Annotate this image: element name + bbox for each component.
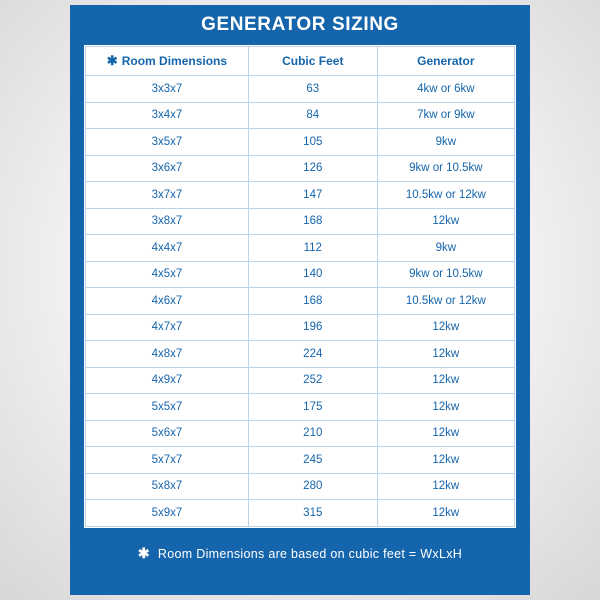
cell-room-dimensions: 3x8x7: [86, 208, 249, 235]
cell-room-dimensions: 4x7x7: [86, 314, 249, 341]
column-header-room-dimensions: [86, 47, 249, 76]
cell-room-dimensions: 4x6x7: [86, 288, 249, 315]
cell-generator: 12kw: [377, 208, 514, 235]
cell-generator: 7kw or 9kw: [377, 102, 514, 129]
footnote-text: Room Dimensions are based on cubic feet = WxLxH: [157, 546, 463, 561]
table-header: [86, 47, 515, 76]
table-row: [86, 447, 515, 474]
cell-room-dimensions: 4x8x7: [86, 341, 249, 368]
cell-generator: 9kw or 10.5kw: [377, 261, 514, 288]
column-header-cubic-feet: Cubic Feet: [248, 47, 377, 76]
cell-generator: 12kw: [377, 341, 514, 368]
generator-sizing-table: [85, 46, 515, 527]
footnote: [70, 528, 530, 580]
cell-generator: 10.5kw or 12kw: [377, 182, 514, 209]
table-row: [86, 314, 515, 341]
table-row: [86, 341, 515, 368]
table-row: [86, 473, 515, 500]
table-row: [86, 76, 515, 103]
table-row: [86, 261, 515, 288]
cell-generator: 9kw: [377, 235, 514, 262]
cell-generator: 12kw: [377, 420, 514, 447]
table-header-row: [86, 47, 515, 76]
cell-cubic-feet: 196: [248, 314, 377, 341]
cell-cubic-feet: 224: [248, 341, 377, 368]
cell-generator: 12kw: [377, 500, 514, 527]
table-row: [86, 394, 515, 421]
cell-cubic-feet: 315: [248, 500, 377, 527]
cell-generator: 12kw: [377, 447, 514, 474]
table-row: [86, 102, 515, 129]
cell-cubic-feet: 105: [248, 129, 377, 156]
generator-sizing-card: [70, 5, 530, 595]
cell-generator: 12kw: [377, 367, 514, 394]
table-row: [86, 288, 515, 315]
table-row: [86, 420, 515, 447]
cell-cubic-feet: 84: [248, 102, 377, 129]
sizing-table-container: [84, 45, 516, 528]
table-row: [86, 500, 515, 527]
table-row: [86, 182, 515, 209]
table-row: [86, 208, 515, 235]
cell-cubic-feet: 168: [248, 288, 377, 315]
cell-room-dimensions: 3x4x7: [86, 102, 249, 129]
cell-generator: 4kw or 6kw: [377, 76, 514, 103]
cell-cubic-feet: 63: [248, 76, 377, 103]
cell-generator: 10.5kw or 12kw: [377, 288, 514, 315]
cell-room-dimensions: 5x6x7: [86, 420, 249, 447]
cell-generator: 9kw: [377, 129, 514, 156]
cell-room-dimensions: 5x8x7: [86, 473, 249, 500]
cell-room-dimensions: 4x9x7: [86, 367, 249, 394]
cell-cubic-feet: 280: [248, 473, 377, 500]
page-title: GENERATOR SIZING: [201, 14, 399, 35]
asterisk-icon: ✱: [106, 53, 118, 68]
cell-generator: 12kw: [377, 473, 514, 500]
cell-cubic-feet: 210: [248, 420, 377, 447]
cell-cubic-feet: 112: [248, 235, 377, 262]
column-header-room-dimensions-label: Room Dimensions: [121, 54, 228, 68]
cell-cubic-feet: 175: [248, 394, 377, 421]
cell-room-dimensions: 3x3x7: [86, 76, 249, 103]
cell-generator: 12kw: [377, 314, 514, 341]
column-header-generator: Generator: [377, 47, 514, 76]
cell-room-dimensions: 5x5x7: [86, 394, 249, 421]
cell-cubic-feet: 126: [248, 155, 377, 182]
table-row: [86, 235, 515, 262]
cell-cubic-feet: 252: [248, 367, 377, 394]
cell-generator: 9kw or 10.5kw: [377, 155, 514, 182]
table-row: [86, 129, 515, 156]
cell-generator: 12kw: [377, 394, 514, 421]
table-row: [86, 155, 515, 182]
cell-room-dimensions: 3x7x7: [86, 182, 249, 209]
cell-cubic-feet: 168: [248, 208, 377, 235]
cell-room-dimensions: 5x9x7: [86, 500, 249, 527]
card-header: [70, 5, 530, 45]
cell-room-dimensions: 3x5x7: [86, 129, 249, 156]
cell-room-dimensions: 4x4x7: [86, 235, 249, 262]
cell-cubic-feet: 140: [248, 261, 377, 288]
cell-room-dimensions: 4x5x7: [86, 261, 249, 288]
table-body: [86, 76, 515, 527]
cell-cubic-feet: 147: [248, 182, 377, 209]
table-row: [86, 367, 515, 394]
cell-room-dimensions: 5x7x7: [86, 447, 249, 474]
asterisk-icon: ✱: [137, 545, 150, 561]
cell-room-dimensions: 3x6x7: [86, 155, 249, 182]
cell-cubic-feet: 245: [248, 447, 377, 474]
